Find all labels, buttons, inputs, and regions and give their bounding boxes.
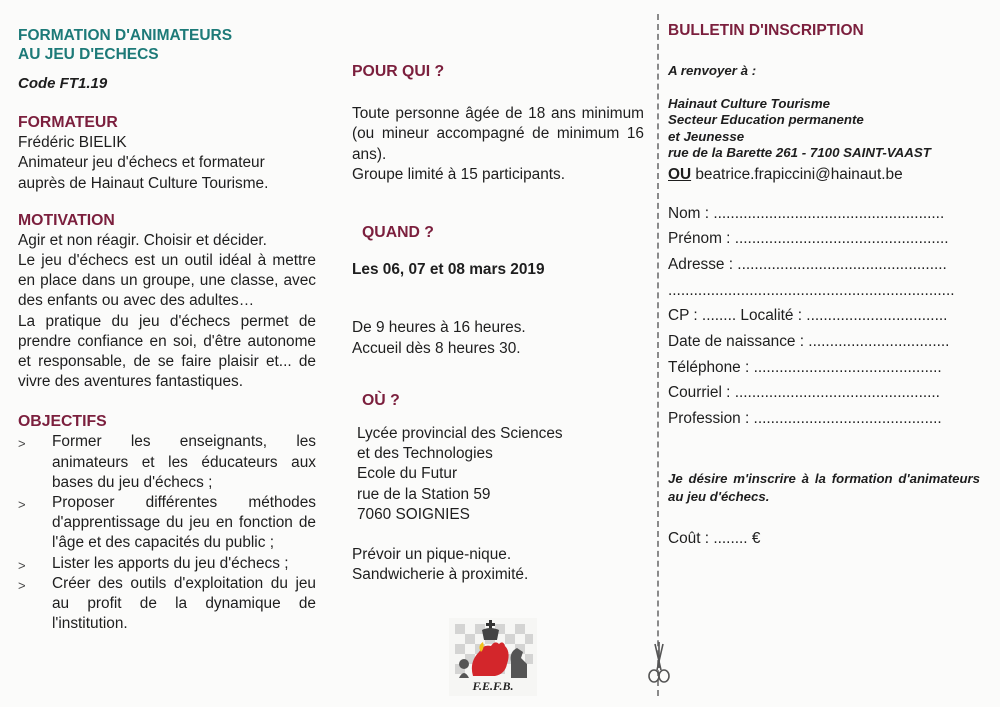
desire-statement: Je désire m'inscrire à la formation d'animateurs au jeu d'échecs. <box>668 470 980 504</box>
picnic-line: Sandwicherie à proximité. <box>352 566 529 584</box>
adresse-field[interactable]: Adresse : ................................................. <box>668 255 947 273</box>
cp-localite-field[interactable]: CP : ........ Localité : ................................. <box>668 307 948 325</box>
telephone-field[interactable]: Téléphone : ............................................ <box>668 358 942 376</box>
formateur-name: Frédéric BIELIK <box>18 134 127 152</box>
motivation-line: Agir et non réagir. Choisir et décider. <box>18 231 267 249</box>
profession-field[interactable]: Profession : ............................................ <box>668 410 942 427</box>
motivation-heading: MOTIVATION <box>18 211 115 229</box>
organisation-address <box>668 96 980 162</box>
chess-rooster-icon <box>449 618 537 682</box>
nom-field[interactable]: Nom : ...................................................... <box>668 204 945 222</box>
hours-block <box>352 318 644 358</box>
quand-heading: QUAND ? <box>362 224 434 242</box>
list-item <box>18 554 316 574</box>
objectif-text: Créer des outils d'exploitation du jeu au profit de la dynamique de l'institution. <box>52 574 316 633</box>
address-line: et des Technologies <box>357 445 493 463</box>
formateur-description: Animateur jeu d'échecs et formateur auprès de Hainaut Culture Tourisme. <box>18 154 269 192</box>
org-line: et Jeunesse <box>668 128 745 144</box>
pour-qui-heading: POUR QUI ? <box>352 63 445 80</box>
org-line: rue de la Barette 261 - 7100 SAINT-VAAST <box>668 145 931 160</box>
adresse-field-line-2[interactable]: ................................................................... <box>668 281 955 299</box>
event-date: Les 06, 07 et 08 mars 2019 <box>352 261 545 279</box>
org-line: Hainaut Culture Tourisme <box>668 95 831 111</box>
objectifs-list <box>18 432 316 634</box>
email-line <box>668 166 980 184</box>
address-line: Ecole du Futur <box>357 465 458 483</box>
bullet-marker: > <box>18 557 26 573</box>
objectif-text: Former les enseignants, les animateurs et les éducateurs aux bases du jeu d'échecs ; <box>52 433 316 491</box>
bullet-marker: > <box>18 497 26 513</box>
email-link[interactable]: beatrice.frapiccini@hainaut.be <box>691 165 903 183</box>
date-naissance-field[interactable]: Date de naissance : ................................. <box>668 332 950 350</box>
ou-heading: OÙ ? <box>362 391 400 409</box>
formation-code: Code FT1.19 <box>18 75 108 92</box>
form-fields <box>668 201 980 432</box>
bullet-marker: > <box>18 436 26 452</box>
list-item <box>18 493 316 554</box>
logo-caption: F.E.F.B. <box>472 679 514 693</box>
address-line: rue de la Station 59 <box>357 485 491 503</box>
objectif-text: Lister les apports du jeu d'échecs ; <box>52 554 289 572</box>
objectifs-heading: OBJECTIFS <box>18 413 107 431</box>
objectif-text: Proposer différentes méthodes d'apprentissage du jeu en fonction de l'âge et des capacités du public ; <box>52 494 316 552</box>
scissors-icon <box>646 640 672 684</box>
courriel-field[interactable]: Courriel : ................................................ <box>668 384 940 402</box>
address-line: 7060 SOIGNIES <box>357 505 470 523</box>
list-item <box>18 574 316 635</box>
address-block <box>357 424 644 525</box>
middle-column <box>352 62 644 585</box>
address-line: Lycée provincial des Sciences <box>357 425 563 443</box>
ou-label: OU <box>668 165 692 183</box>
title-line-1: FORMATION D'ANIMATEURS <box>18 27 233 44</box>
renvoyer-label: A renvoyer à : <box>668 63 757 78</box>
hours-line: De 9 heures à 16 heures. <box>352 319 526 337</box>
bullet-marker: > <box>18 577 26 593</box>
org-line: Secteur Education permanente <box>668 112 864 127</box>
left-column <box>18 26 316 634</box>
cut-line <box>657 14 659 696</box>
picnic-block <box>352 545 644 585</box>
bulletin-title: BULLETIN D'INSCRIPTION <box>668 22 864 39</box>
registration-form <box>668 22 980 548</box>
title-line-2: AU JEU D'ECHECS <box>18 46 159 63</box>
prenom-field[interactable]: Prénom : .................................................. <box>668 230 949 248</box>
picnic-line: Prévoir un pique-nique. <box>352 546 512 564</box>
pour-qui-text: Toute personne âgée de 18 ans minimum (ou mineur accompagné de minimum 16 ans). <box>352 105 644 163</box>
motivation-paragraph: La pratique du jeu d'échecs permet de prendre confiance en soi, d'être autonome et responsable, de se faire plaisir et... de vivre des aventures fantastiques. <box>18 312 316 391</box>
formation-title <box>18 26 316 64</box>
motivation-paragraph: Le jeu d'échecs est un outil idéal à mettre en place dans un groupe, une classe, avec des enfants ou avec des adultes… <box>18 252 316 310</box>
list-item <box>18 432 316 493</box>
hours-line: Accueil dès 8 heures 30. <box>352 339 521 357</box>
groupe-text: Groupe limité à 15 participants. <box>352 165 566 183</box>
cout-field[interactable]: Coût : ........ € <box>668 529 761 547</box>
formateur-heading: FORMATEUR <box>18 114 118 132</box>
fefb-chess-logo <box>449 618 537 696</box>
